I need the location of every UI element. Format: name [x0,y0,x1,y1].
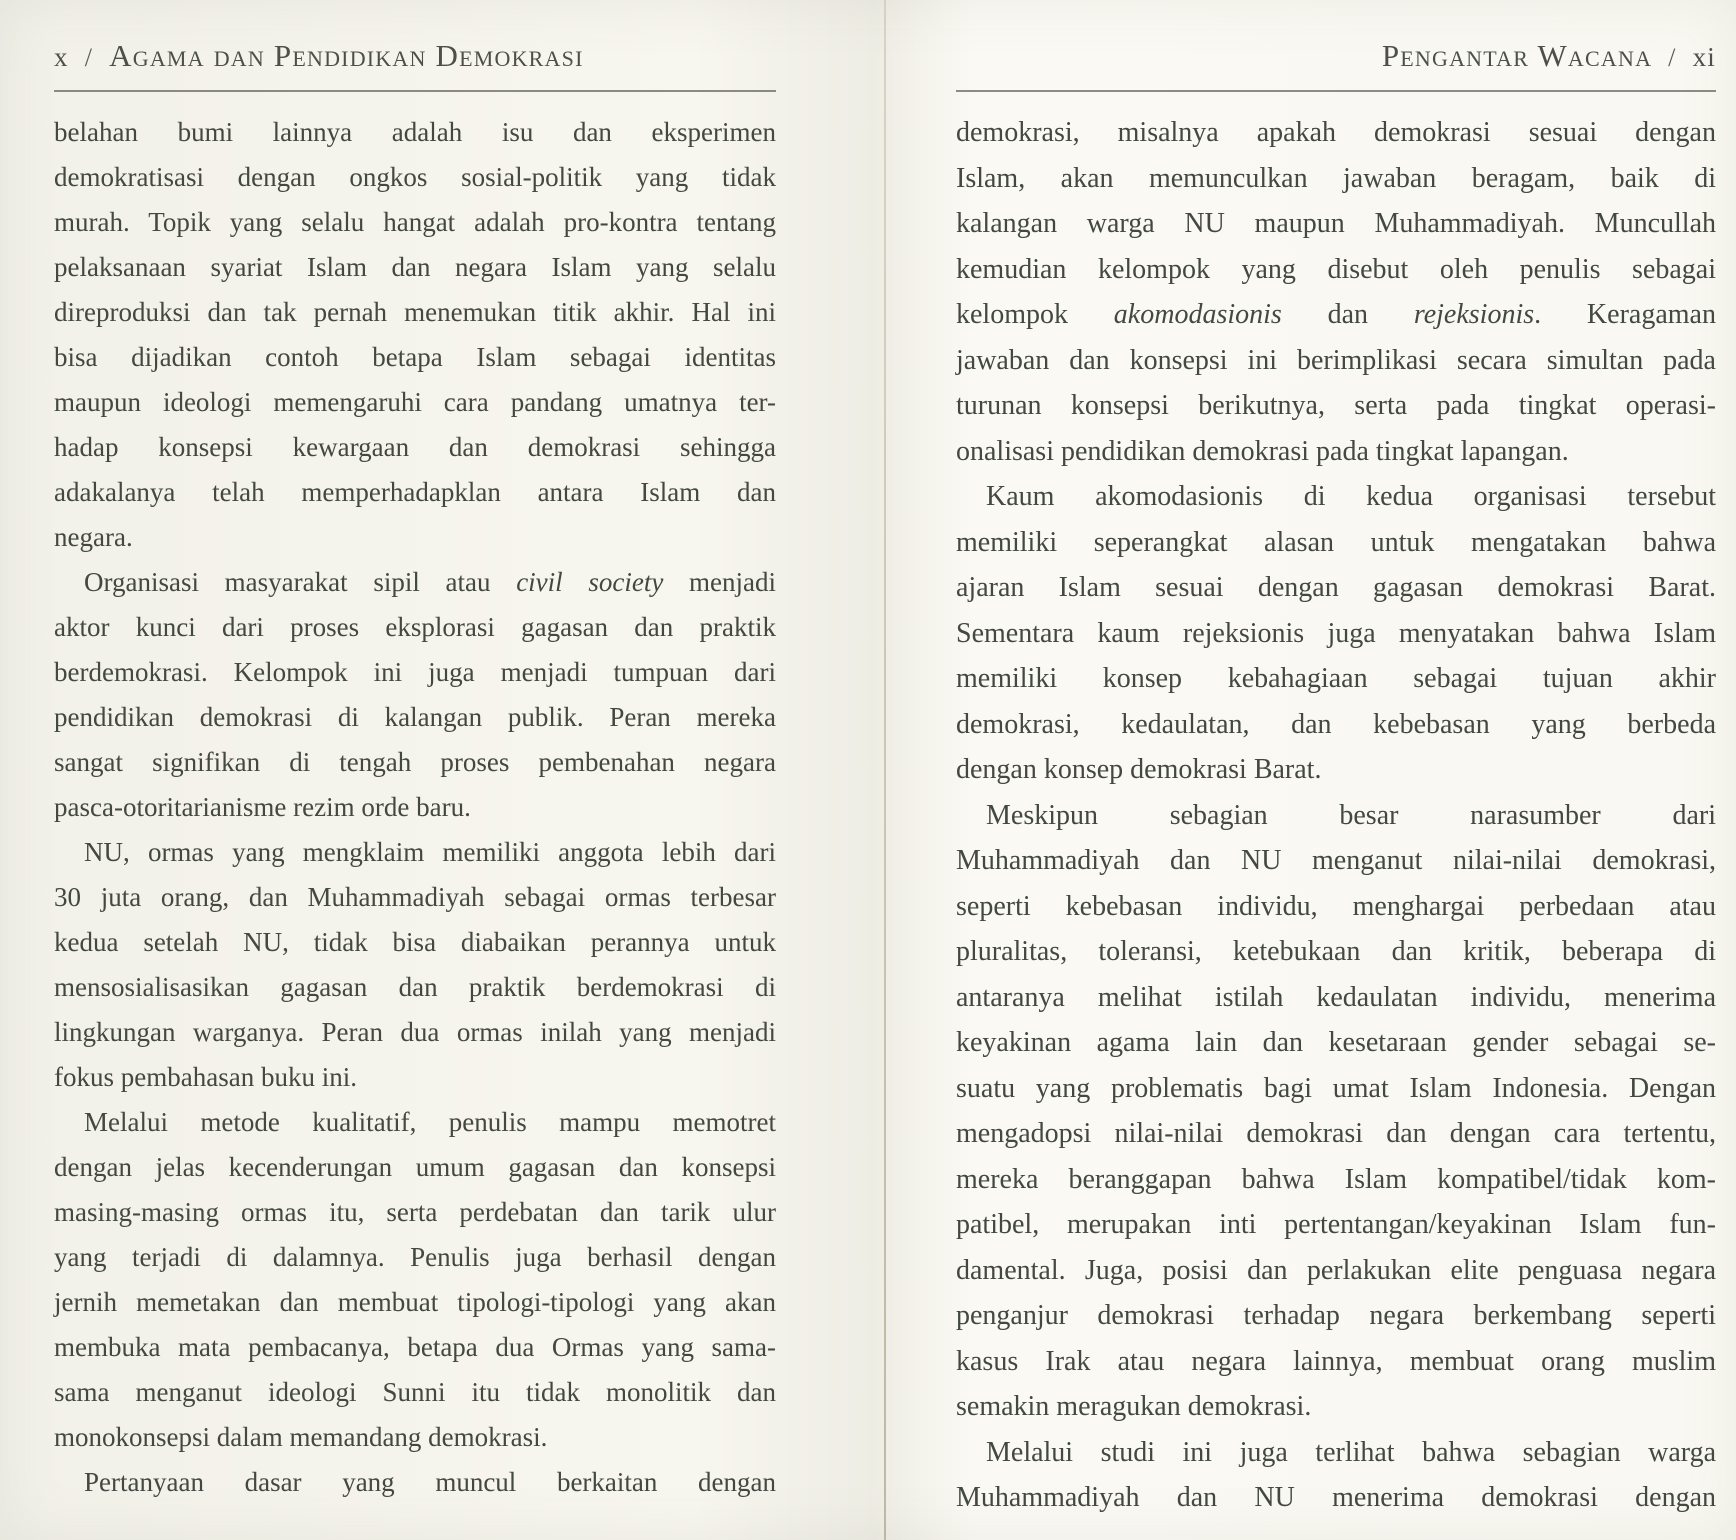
text-run: patibel, merupakan inti pertentangan/keyakinan Islam fun- [956,1209,1716,1240]
italic-text: civil society [516,567,664,597]
text-run: keyakinan agama lain dan kesetaraan gender sebagai se- [956,1027,1716,1058]
text-run: hadap konsepsi kewargaan dan demokrasi sehingga [54,432,776,462]
text-line [956,1248,1716,1294]
text-line [54,1145,776,1190]
text-line [54,1190,776,1235]
text-line [54,425,776,470]
text-line [956,656,1716,702]
right-page-number: xi [1692,42,1716,72]
right-page-body [956,92,1716,1521]
text-run: suatu yang problematis bagi umat Islam Indonesia. Dengan [956,1072,1716,1104]
text-run: dan [1281,299,1414,330]
left-page-body [54,92,776,1505]
text-line [54,515,776,560]
text-line [54,1010,776,1055]
paragraph [956,474,1716,793]
text-line [956,1475,1716,1521]
text-line [54,740,776,785]
text-line [956,793,1716,839]
text-run: antaranya melihat istilah kedaulatan individu, menerima [956,981,1716,1013]
paragraph [54,830,776,1100]
text-run: membuka mata pembacanya, betapa dua Ormas yang sama- [54,1332,776,1362]
text-run: kemudian kelompok yang disebut oleh penulis sebagai [956,253,1716,285]
text-run: Pertanyaan dasar yang muncul berkaitan dengan [84,1467,776,1497]
text-run: memiliki konsep kebahagiaan sebagai tujuan akhir [956,663,1716,694]
text-run: pelaksanaan syariat Islam dan negara Islam yang selalu [54,252,776,282]
text-line [956,383,1716,429]
text-run: berdemokrasi. Kelompok ini juga menjadi tumpuan dari [54,657,776,687]
italic-text: rejeksionis [1413,299,1535,330]
text-line [54,110,776,155]
text-run: onalisasi pendidikan demokrasi pada tingkat lapangan. [956,435,1569,467]
text-line [54,605,776,650]
text-run: seperti kebebasan individu, menghargai perbedaan atau [956,890,1716,922]
text-run: mensosialisasikan gagasan dan praktik berdemokrasi di [54,972,776,1002]
text-run: penganjur demokrasi terhadap negara berkembang seperti [956,1300,1716,1331]
paragraph [54,1460,776,1505]
text-run: kasus Irak atau negara lainnya, membuat orang muslim [956,1345,1716,1377]
text-line [956,611,1716,657]
text-line [956,156,1716,202]
text-run: Kaum akomodasionis di kedua organisasi tersebut [986,481,1716,512]
text-line [54,650,776,695]
text-run: fokus pembahasan buku ini. [54,1062,357,1092]
text-line [54,1280,776,1325]
text-run: turunan konsepsi berikutnya, serta pada tingkat operasi- [956,390,1716,421]
text-line [54,335,776,380]
text-run: kalangan warga NU maupun Muhammadiyah. Muncullah [956,208,1716,239]
text-line [956,338,1716,384]
text-run: sangat signifikan di tengah proses pembenahan negara [54,747,776,777]
text-run: damental. Juga, posisi dan perlakukan elite penguasa negara [956,1254,1716,1286]
text-line [956,1111,1716,1157]
paragraph [956,793,1716,1430]
text-run: mereka beranggapan bahwa Islam kompatibel/tidak kom- [956,1163,1716,1195]
text-run: lingkungan warganya. Peran dua ormas inilah yang menjadi [54,1017,776,1047]
text-run: negara. [54,522,133,552]
text-line [54,470,776,515]
text-line [956,1384,1716,1430]
text-line [956,975,1716,1021]
paragraph [956,1430,1716,1521]
text-line [54,1415,776,1460]
text-run: 30 juta orang, dan Muhammadiyah sebagai ormas terbesar [54,882,776,912]
paragraph [54,110,776,560]
text-run: Muhammadiyah dan NU menganut nilai-nilai demokrasi, [956,845,1716,876]
text-run: sama menganut ideologi Sunni itu tidak monolitik dan [54,1377,776,1407]
text-line [54,1370,776,1415]
text-line [956,1430,1716,1476]
text-run: yang terjadi di dalamnya. Penulis juga berhasil dengan [54,1242,776,1272]
text-run: demokrasi, misalnya apakah demokrasi sesuai dengan [956,117,1716,148]
text-run: masing-masing ormas itu, serta perdebatan dan tarik ulur [54,1197,776,1227]
text-line [956,838,1716,884]
text-run: dengan jelas kecenderungan umum gagasan dan konsepsi [54,1152,776,1182]
text-run: dengan konsep demokrasi Barat. [956,754,1322,785]
text-line [956,565,1716,611]
text-run: menjadi [663,567,776,597]
left-running-title: Agama dan Pendidikan Demokrasi [109,38,584,73]
text-run: Organisasi masyarakat sipil atau [84,567,517,597]
text-run: Sementara kaum rejeksionis juga menyatakan bahwa Islam [956,617,1716,649]
text-run: kedua setelah NU, tidak bisa diabaikan perannya untuk [54,927,776,957]
text-line [54,1100,776,1145]
right-header-separator: / [1668,43,1677,72]
text-run: demokratisasi dengan ongkos sosial-politik yang tidak [54,162,776,192]
text-run: jawaban dan konsepsi ini berimplikasi secara simultan pada [956,344,1716,376]
text-line [956,474,1716,520]
text-line [956,747,1716,793]
text-line [54,695,776,740]
text-line [54,1055,776,1100]
right-page [868,0,1736,1540]
text-line [956,110,1716,156]
text-line [54,200,776,245]
paragraph [956,110,1716,474]
page-gutter-fold [884,0,886,1540]
right-running-title: Pengantar Wacana [1381,38,1653,73]
text-run: memiliki seperangkat alasan untuk mengatakan bahwa [956,526,1716,558]
text-line [54,785,776,830]
text-run: belahan bumi lainnya adalah isu dan eksperimen [54,117,776,147]
text-run: aktor kunci dari proses eksplorasi gagasan dan praktik [54,612,776,642]
text-run: . Keragaman [1534,299,1716,330]
text-run: mengadopsi nilai-nilai demokrasi dan dengan cara tertentu, [956,1118,1716,1149]
text-run: Islam, akan memunculkan jawaban beragam, baik di [956,162,1716,194]
left-page-header [54,24,776,92]
text-run: pasca-otoritarianisme rezim orde baru. [54,792,471,822]
text-line [54,965,776,1010]
text-line [956,1293,1716,1339]
text-line [956,247,1716,293]
text-line [54,830,776,875]
text-line [956,929,1716,975]
text-line [956,1339,1716,1385]
text-run: pendidikan demokrasi di kalangan publik. Peran mereka [54,702,776,732]
text-run: Meskipun sebagian besar narasumber dari [986,799,1716,831]
text-line [956,1202,1716,1248]
text-line [54,560,776,605]
text-line [956,1020,1716,1066]
text-run: kelompok [956,299,1114,330]
text-run: monokonsepsi dalam memandang demokrasi. [54,1422,548,1452]
left-page-number: x [54,42,69,72]
text-line [956,702,1716,748]
text-run: semakin meragukan demokrasi. [956,1391,1312,1422]
text-line [956,520,1716,566]
text-run: Melalui studi ini juga terlihat bahwa sebagian warga [986,1436,1716,1468]
paragraph [54,1100,776,1460]
text-run: maupun ideologi memengaruhi cara pandang umatnya ter- [54,387,776,417]
text-line [956,201,1716,247]
text-run: Melalui metode kualitatif, penulis mampu memotret [84,1107,776,1137]
text-line [54,380,776,425]
text-line [54,920,776,965]
text-run: bisa dijadikan contoh betapa Islam sebagai identitas [54,342,776,372]
text-run: Muhammadiyah dan NU menerima demokrasi dengan [956,1482,1716,1513]
right-page-header [956,24,1716,92]
text-line [54,1325,776,1370]
paragraph [54,560,776,830]
text-line [956,429,1716,475]
text-line [54,1235,776,1280]
text-run: adakalanya telah memperhadapklan antara Islam dan [54,477,776,507]
text-line [54,290,776,335]
text-line [54,155,776,200]
left-header-separator: / [84,43,94,72]
text-line [956,1157,1716,1203]
text-line [956,884,1716,930]
text-line [54,245,776,290]
text-run: pluralitas, toleransi, ketebukaan dan kritik, beberapa di [956,936,1716,967]
text-run: NU, ormas yang mengklaim memiliki anggota lebih dari [84,837,776,867]
text-run: ajaran Islam sesuai dengan gagasan demokrasi Barat. [956,572,1716,603]
text-line [956,1066,1716,1112]
text-run: murah. Topik yang selalu hangat adalah pro-kontra tentang [54,207,776,237]
text-run: direproduksi dan tak pernah menemukan titik akhir. Hal ini [54,297,776,327]
text-run: jernih memetakan dan membuat tipologi-tipologi yang akan [54,1287,776,1317]
italic-text: akomodasionis [1113,299,1282,330]
text-line [956,292,1716,338]
text-line [54,875,776,920]
text-line [54,1460,776,1505]
text-run: demokrasi, kedaulatan, dan kebebasan yang berbeda [956,708,1716,740]
